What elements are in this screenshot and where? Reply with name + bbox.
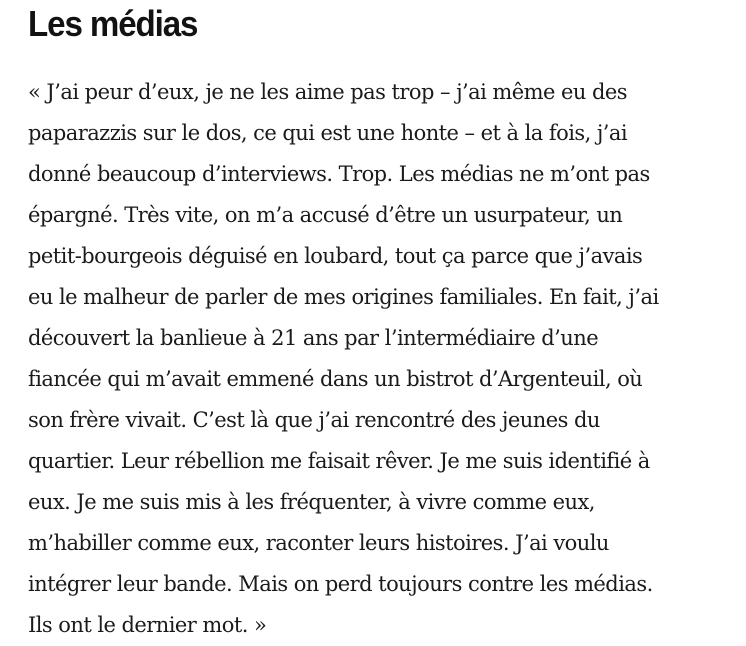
quote-line: Ils ont le dernier mot. » [28,613,267,637]
quote-line: découvert la banlieue à 21 ans par l’intermédiaire d’une [28,326,599,350]
quote-line: eu le malheur de parler de mes origines familiales. En fait, j’ai [28,285,659,309]
quote-line: m’habiller comme eux, raconter leurs histoires. J’ai voulu [28,531,609,555]
section-heading: Les médias [28,3,198,44]
quote-line: « J’ai peur d’eux, je ne les aime pas trop – j’ai même eu des [28,80,628,104]
quote-line: donné beaucoup d’interviews. Trop. Les médias ne m’ont pas [28,162,650,186]
quote-line: petit-bourgeois déguisé en loubard, tout ça parce que j’avais [28,244,643,268]
quote-line: épargné. Très vite, on m’a accusé d’être un usurpateur, un [28,203,623,227]
article [28,0,728,646]
quote-line: intégrer leur bande. Mais on perd toujours contre les médias. [28,572,653,596]
quote-line: paparazzis sur le dos, ce qui est une honte – et à la fois, j’ai [28,121,628,145]
quote-line: fiancée qui m’avait emmené dans un bistrot d’Argenteuil, où [28,367,643,391]
quote-line: quartier. Leur rébellion me faisait rêver. Je me suis identifié à [28,449,650,473]
quote-paragraph [28,72,728,646]
quote-line: eux. Je me suis mis à les fréquenter, à vivre comme eux, [28,490,595,514]
quote-line: son frère vivait. C’est là que j’ai rencontré des jeunes du [28,408,600,432]
